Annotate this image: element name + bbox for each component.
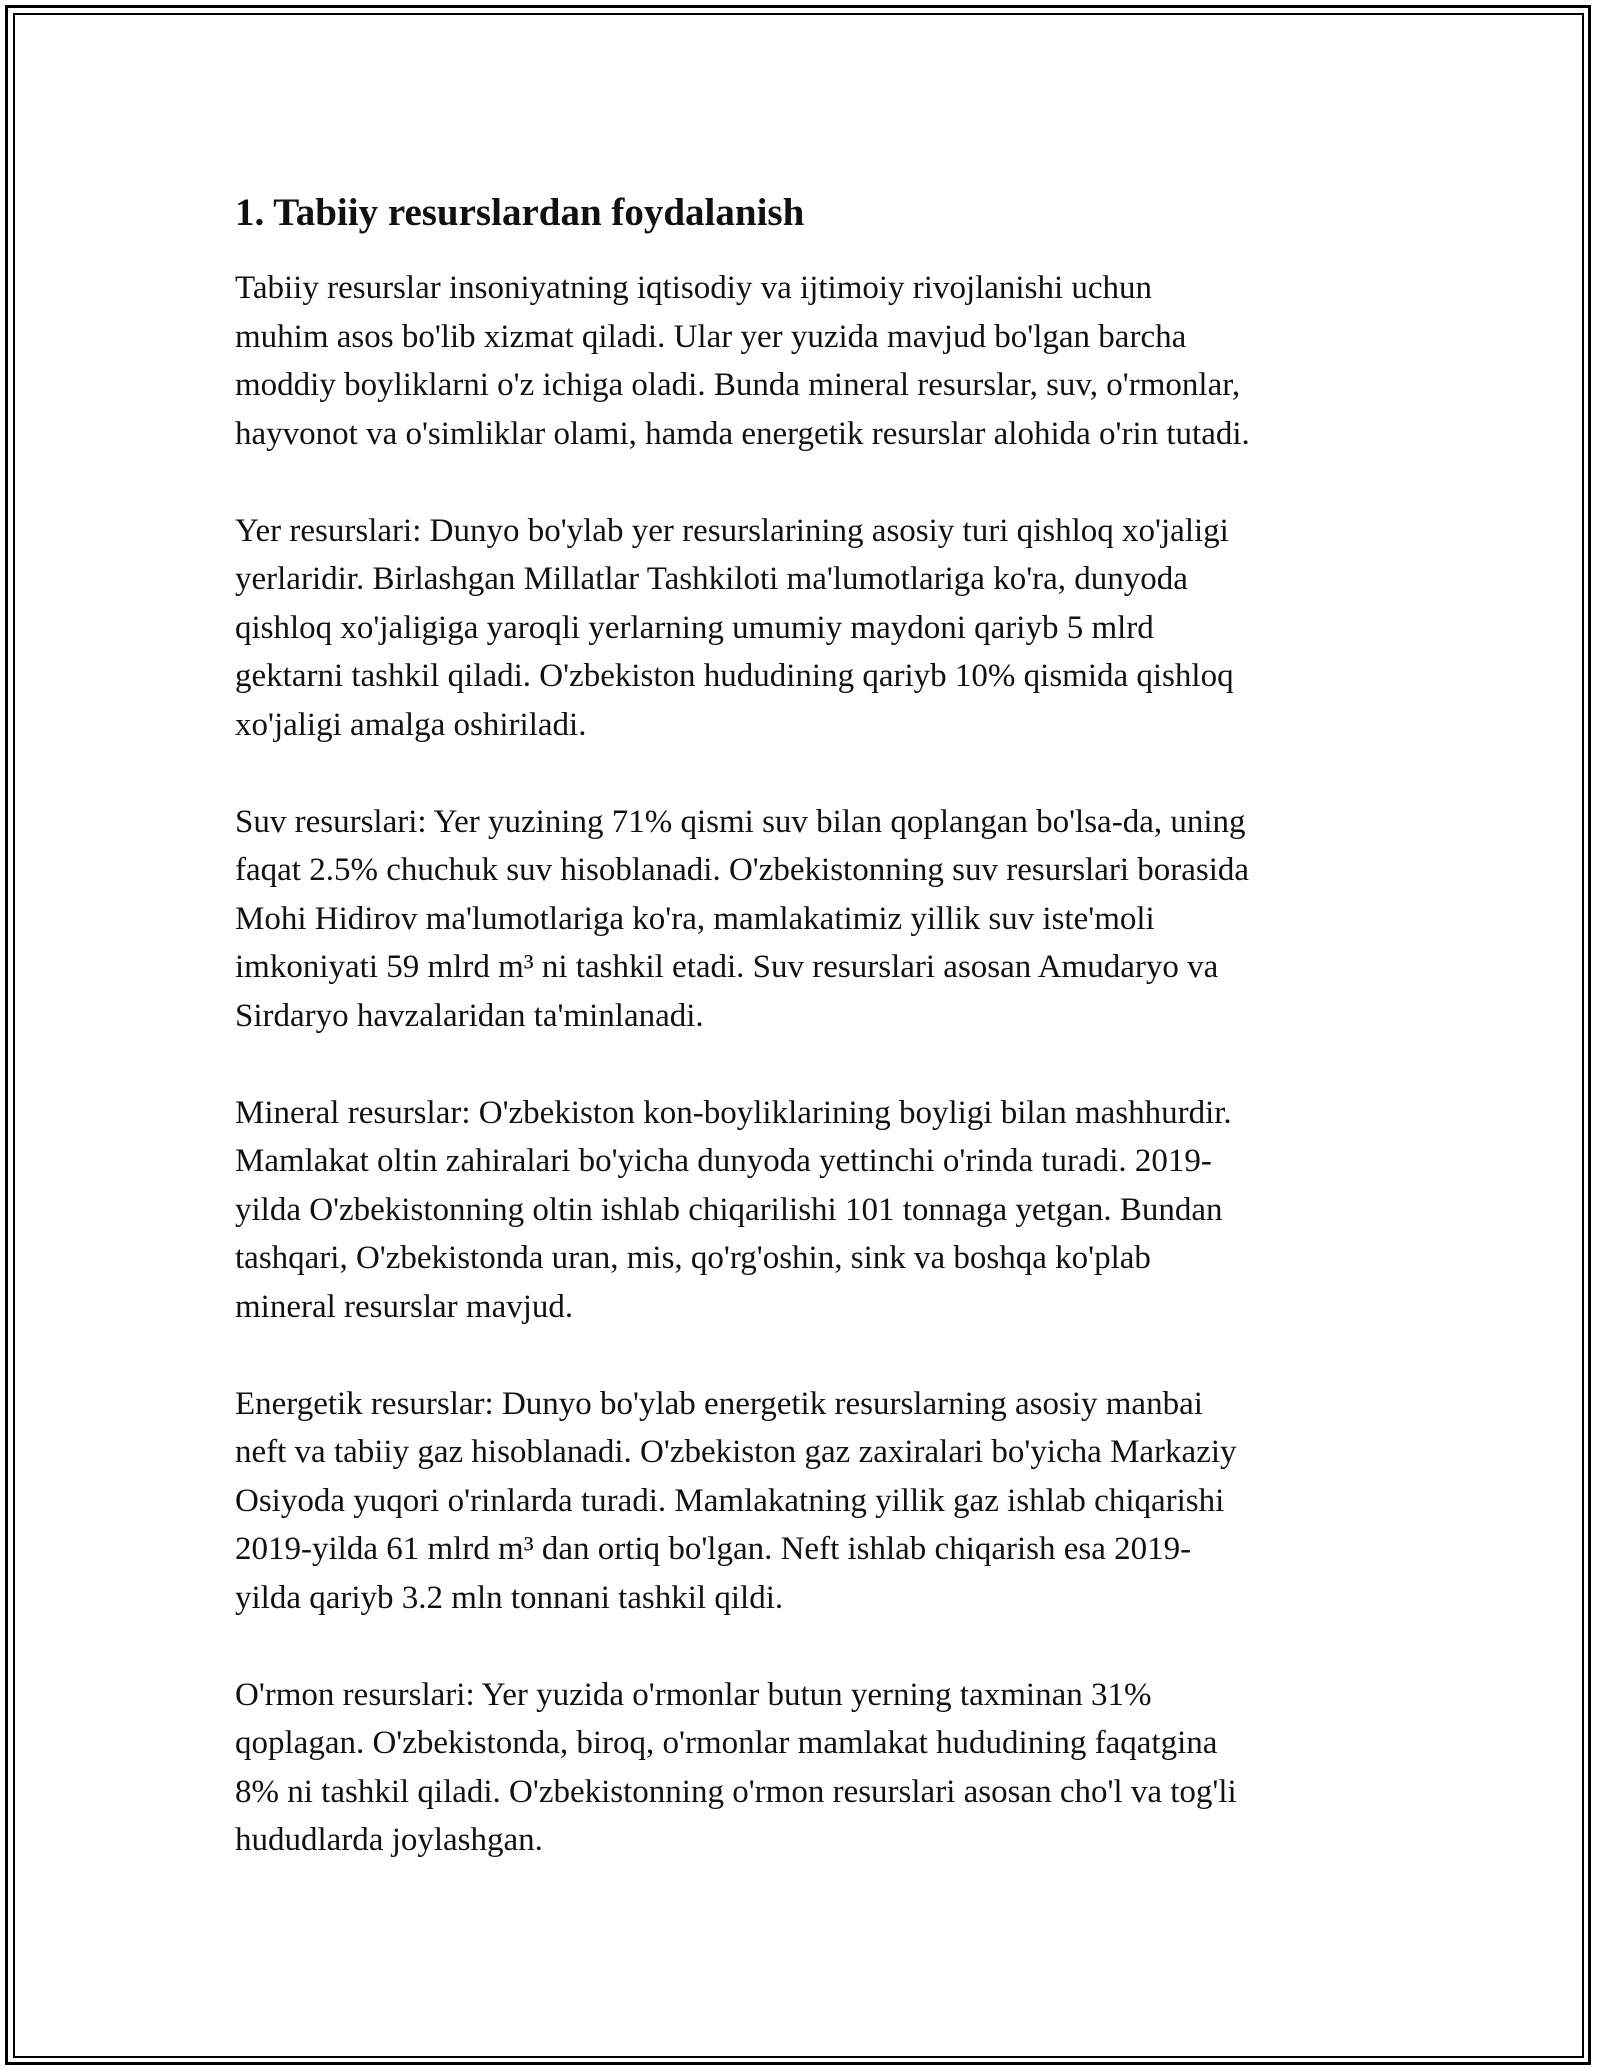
text-line: 8% ni tashkil qiladi. O'zbekistonning o'rmon resurslari asosan cho'l va tog'li: [235, 1773, 1237, 1810]
text-line: xo'jaligi amalga oshiriladi.: [235, 706, 587, 743]
text-line: Sirdaryo havzalaridan ta'minlanadi.: [235, 997, 704, 1034]
text-line: neft va tabiiy gaz hisoblanadi. O'zbekiston gaz zaxiralari bo'yicha Markaziy: [235, 1434, 1237, 1470]
text-line: hududlarda joylashgan.: [235, 1822, 543, 1858]
text-line: Suv resurslari: Yer yuzining 71% qismi suv bilan qoplangan bo'lsa-da, uning: [235, 803, 1246, 840]
document-body: [235, 182, 1375, 1913]
paragraph-intro: [235, 264, 1375, 458]
text-line: hayvonot va o'simliklar olami, hamda energetik resurslar alohida o'rin tutadi.: [235, 415, 1250, 452]
text-line: qishloq xo'jaligiga yaroqli yerlarning umumiy maydoni qariyb 5 mlrd: [235, 609, 1154, 646]
text-line: mineral resurslar mavjud.: [235, 1288, 574, 1325]
text-line: Tabiiy resurslar insoniyatning iqtisodiy va ijtimoiy rivojlanishi uchun: [235, 270, 1153, 306]
text-line: qoplagan. O'zbekistonda, biroq, o'rmonlar mamlakat hududining faqatgina: [235, 1725, 1218, 1761]
paragraph-water-resources: [235, 798, 1375, 1041]
paragraph-forest-resources: [235, 1671, 1375, 1865]
section-title: 1. Tabiiy resurslardan foydalanish: [235, 191, 805, 234]
text-line: yerlaridir. Birlashgan Millatlar Tashkiloti ma'lumotlariga ko'ra, dunyoda: [235, 561, 1188, 597]
text-line: Yer resurslari: Dunyo bo'ylab yer resurslarining asosiy turi qishloq xo'jaligi: [235, 512, 1229, 549]
text-line: Osiyoda yuqori o'rinlarda turadi. Mamlakatning yillik gaz ishlab chiqarishi: [235, 1482, 1225, 1519]
text-line: yilda qariyb 3.2 mln tonnani tashkil qildi.: [235, 1579, 784, 1616]
text-line: Mineral resurslar: O'zbekiston kon-boyliklarining boyligi bilan mashhurdir.: [235, 1094, 1232, 1131]
text-line: Mohi Hidirov ma'lumotlariga ko'ra, mamlakatimiz yillik suv iste'moli: [235, 900, 1155, 937]
paragraph-land-resources: [235, 507, 1375, 750]
text-line: gektarni tashkil qiladi. O'zbekiston hududining qariyb 10% qismida qishloq: [235, 658, 1234, 694]
text-line: tashqari, O'zbekistonda uran, mis, qo'rg'oshin, sink va boshqa ko'plab: [235, 1240, 1151, 1276]
paragraph-energy-resources: [235, 1380, 1375, 1623]
text-line: moddiy boyliklarni o'z ichiga oladi. Bunda mineral resurslar, suv, o'rmonlar,: [235, 367, 1241, 403]
text-line: O'rmon resurslari: Yer yuzida o'rmonlar butun yerning taxminan 31%: [235, 1676, 1152, 1713]
text-line: Mamlakat oltin zahiralari bo'yicha dunyoda yettinchi o'rinda turadi. 2019-: [235, 1143, 1212, 1179]
paragraph-mineral-resources: [235, 1089, 1375, 1332]
text-line: faqat 2.5% chuchuk suv hisoblanadi. O'zbekistonning suv resurslari borasida: [235, 852, 1250, 888]
text-line: muhim asos bo'lib xizmat qiladi. Ular yer yuzida mavjud bo'lgan barcha: [235, 318, 1187, 355]
text-line: yilda O'zbekistonning oltin ishlab chiqarilishi 101 tonnaga yetgan. Bundan: [235, 1191, 1223, 1228]
text-line: Energetik resurslar: Dunyo bo'ylab energetik resurslarning asosiy manbai: [235, 1385, 1203, 1422]
text-line: 2019-yilda 61 mlrd m³ dan ortiq bo'lgan. Neft ishlab chiqarish esa 2019-: [235, 1531, 1192, 1567]
text-line: imkoniyati 59 mlrd m³ ni tashkil etadi. Suv resurslari asosan Amudaryo va: [235, 949, 1219, 985]
